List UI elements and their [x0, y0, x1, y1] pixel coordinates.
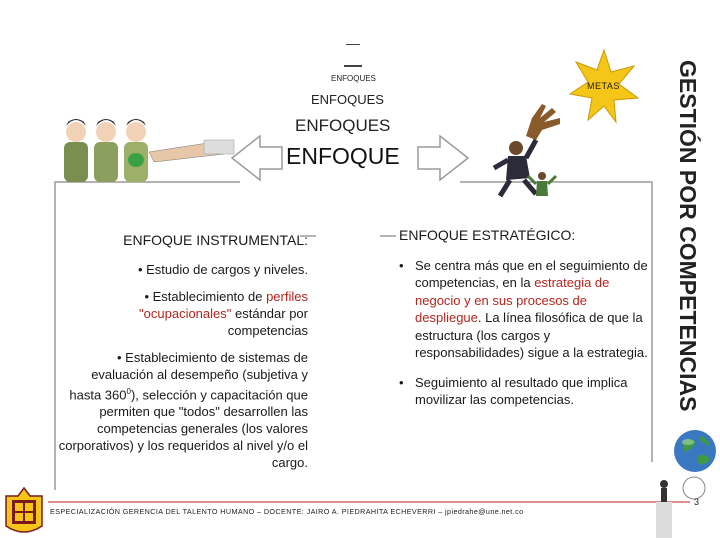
star-label: METAS [587, 81, 620, 91]
left-item-2: • Establecimiento de perfiles "ocupacionales" estándar por competencias [139, 289, 308, 338]
right-item-2: • Seguimiento al resultado que implica movilizar las competencias. [399, 374, 628, 407]
left-column [58, 232, 308, 481]
left-item-1: • Estudio de cargos y niveles. [137, 262, 308, 277]
left-arrow [232, 136, 282, 180]
side-title [662, 58, 720, 418]
figure-on-pillar-icon [650, 470, 720, 540]
people-handshake-illustration [54, 112, 236, 192]
businessman-icon [494, 140, 536, 196]
side-title-svg [662, 58, 720, 418]
person-1-icon [64, 119, 88, 182]
reaching-hand-icon [526, 104, 560, 140]
right-item-1: • Se centra más que en el seguimiento de competencias, en la estrategia de negocio y en sus procesos de despliegue. La línea filosófica de que la estructura (los cargos y responsabilidades) sigue a la estrategia. [399, 257, 648, 360]
page-number: 3 [694, 497, 700, 507]
right-item-1-highlight: estrategia de negocio y en sus procesos de despliegue [415, 275, 610, 325]
university-logo [2, 486, 46, 538]
right-arrow [418, 136, 468, 180]
heading-enfoques-small: ENFOQUES [331, 74, 376, 83]
heading-enfoques-large: ENFOQUES [295, 116, 391, 135]
person-3-icon [124, 119, 148, 182]
green-bag-icon [128, 153, 144, 167]
footer-text: ESPECIALIZACIÓN GERENCIA DEL TALENTO HUMANO – DOCENTE: JAIRO A. PIEDRAHITA ECHEVERRI – jpiedrahe@une.net.co [50, 507, 524, 516]
left-item-3: • Establecimiento de sistemas de evaluación al desempeño (subjetiva y hasta $360^0$), selección y capacitación que permiten que "todos" desarrollen las competencias generales (los valores corporativos) y los requeridos al nivel y/o el cargo. [58, 350, 308, 471]
heading-enfoques-medium: ENFOQUES [311, 92, 384, 107]
globe-icon [672, 428, 718, 474]
heading-enfoque: ENFOQUE [286, 143, 400, 169]
right-title: ENFOQUE ESTRATÉGICO: [399, 227, 576, 243]
left-title: ENFOQUE INSTRUMENTAL: [123, 232, 308, 248]
right-column [399, 227, 649, 421]
side-title-text: GESTIÓN POR COMPETENCIAS [675, 60, 701, 412]
left-item-2-highlight: perfiles "ocupacionales" [139, 289, 308, 321]
person-2-icon [94, 119, 118, 182]
